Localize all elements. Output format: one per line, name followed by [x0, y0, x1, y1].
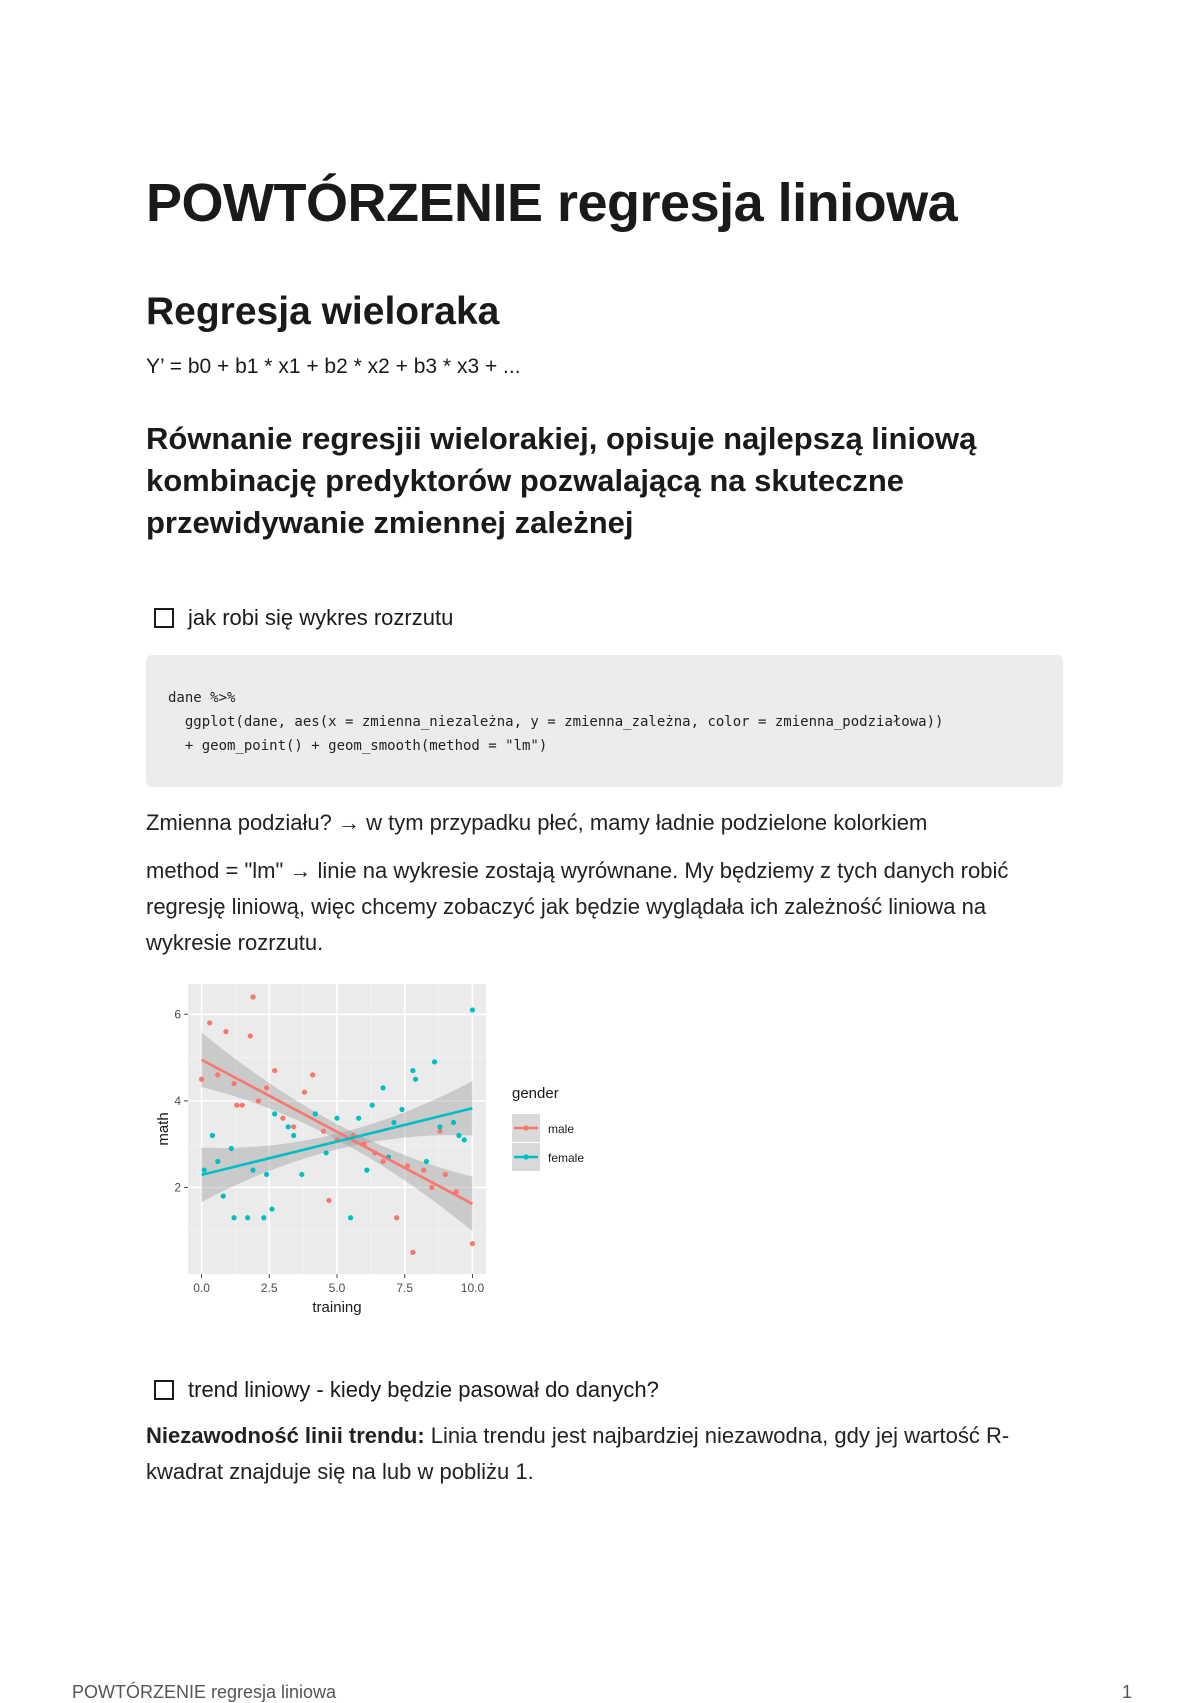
- legend-key-point-female: [523, 1154, 528, 1159]
- data-point-female: [202, 1168, 207, 1173]
- data-point-male: [248, 1033, 253, 1038]
- data-point-female: [432, 1059, 437, 1064]
- data-point-male: [470, 1241, 475, 1246]
- footer-title: POWTÓRZENIE regresja liniowa: [72, 1682, 337, 1702]
- todo-item-scatter: [154, 605, 453, 631]
- data-point-male: [429, 1185, 434, 1190]
- data-point-male: [223, 1029, 228, 1034]
- paragraph-split-variable: Zmienna podziału? → w tym przypadku płeć, mamy ładnie podzielone kolorkiem: [146, 810, 928, 835]
- data-point-female: [356, 1116, 361, 1121]
- data-point-male: [380, 1159, 385, 1164]
- data-point-male: [394, 1215, 399, 1220]
- page-title: POWTÓRZENIE regresja liniowa: [146, 173, 958, 233]
- code-block: dane %>% ggplot(dane, aes(x = zmienna_niezależna, y = zmienna_zależna, color = zmienna_podziałowa)) + geom_point() + geom_smooth(method = "lm"): [146, 655, 1063, 787]
- data-point-female: [286, 1124, 291, 1129]
- data-point-male: [234, 1103, 239, 1108]
- data-point-female: [370, 1103, 375, 1108]
- data-point-male: [291, 1124, 296, 1129]
- regression-formula: Y’ = b0 + b1 * x1 + b2 * x2 + b3 * x3 + ...: [146, 355, 521, 378]
- data-point-male: [199, 1077, 204, 1082]
- data-point-female: [221, 1193, 226, 1198]
- data-point-male: [280, 1116, 285, 1121]
- data-point-female: [261, 1215, 266, 1220]
- data-point-female: [291, 1133, 296, 1138]
- data-point-male: [421, 1168, 426, 1173]
- data-point-female: [410, 1068, 415, 1073]
- paragraph-method-lm: method = "lm" → linie na wykresie zostają wyrównane. My będziemy z tych danych robić regresję liniową, więc chcemy zobaczyć jak będzie wyglądała ich zależność liniowa na wykresie rozrzutu.: [146, 858, 1009, 955]
- data-point-female: [313, 1111, 318, 1116]
- trend-reliability-text: Linia trendu jest najbardziej niezawodna, gdy jej wartość R-kwadrat znajduje się na lub w pobliżu 1.: [146, 1423, 1010, 1484]
- todo-label-trend: trend liniowy - kiedy będzie pasował do danych?: [188, 1377, 659, 1402]
- data-point-female: [348, 1215, 353, 1220]
- footer-page-number: 1: [1122, 1682, 1133, 1702]
- data-point-female: [210, 1133, 215, 1138]
- x-tick-label: 0.0: [193, 1281, 210, 1295]
- data-point-male: [231, 1081, 236, 1086]
- data-point-female: [324, 1150, 329, 1155]
- y-axis-title: math: [155, 1112, 172, 1146]
- data-point-female: [299, 1172, 304, 1177]
- subheading: Równanie regresjii wielorakiej, opisuje najlepszą liniową kombinację predyktorów pozwalającą na skuteczne przewidywanie zmiennej zależnej: [146, 421, 977, 540]
- data-point-male: [321, 1129, 326, 1134]
- paragraph-trend-reliability: [146, 1418, 1066, 1490]
- todo-item-trend: [154, 1377, 659, 1403]
- data-point-male: [240, 1103, 245, 1108]
- todo-label-scatter: jak robi się wykres rozrzutu: [188, 605, 454, 630]
- data-point-female: [413, 1077, 418, 1082]
- y-tick-label: 4: [174, 1093, 181, 1108]
- trend-reliability-label: Niezawodność linii trendu:: [146, 1423, 425, 1448]
- legend-title: gender: [512, 1085, 559, 1102]
- data-point-female: [424, 1159, 429, 1164]
- y-tick-label: 6: [174, 1007, 181, 1022]
- data-point-female: [391, 1120, 396, 1125]
- data-point-female: [229, 1146, 234, 1151]
- todo-checkbox-trend[interactable]: [154, 1380, 174, 1400]
- data-point-female: [451, 1120, 456, 1125]
- data-point-female: [456, 1133, 461, 1138]
- x-axis-title: training: [312, 1299, 362, 1316]
- data-point-female: [380, 1085, 385, 1090]
- x-tick-label: 7.5: [396, 1281, 414, 1295]
- data-point-male: [272, 1068, 277, 1073]
- legend-label-male: male: [548, 1122, 575, 1136]
- data-point-male: [264, 1085, 269, 1090]
- data-point-male: [302, 1090, 307, 1095]
- x-tick-label: 5.0: [328, 1281, 346, 1295]
- data-point-female: [264, 1172, 269, 1177]
- data-point-male: [310, 1072, 315, 1077]
- data-point-female: [462, 1137, 467, 1142]
- data-point-male: [326, 1198, 331, 1203]
- x-tick-label: 10.0: [460, 1281, 485, 1295]
- legend-key-point-male: [523, 1125, 528, 1130]
- data-point-male: [443, 1172, 448, 1177]
- data-point-female: [231, 1215, 236, 1220]
- data-point-female: [399, 1107, 404, 1112]
- data-point-male: [207, 1020, 212, 1025]
- data-point-male: [250, 994, 255, 999]
- data-point-female: [245, 1215, 250, 1220]
- x-tick-label: 2.5: [260, 1281, 278, 1295]
- todo-checkbox-scatter[interactable]: [154, 608, 174, 628]
- data-point-female: [272, 1111, 277, 1116]
- legend-label-female: female: [548, 1151, 585, 1165]
- y-tick-label: 2: [174, 1180, 181, 1195]
- data-point-male: [410, 1250, 415, 1255]
- section-heading: Regresja wieloraka: [146, 290, 500, 333]
- data-point-male: [256, 1098, 261, 1103]
- data-point-female: [437, 1124, 442, 1129]
- data-point-female: [334, 1116, 339, 1121]
- data-point-female: [250, 1168, 255, 1173]
- data-point-female: [470, 1007, 475, 1012]
- scatter-chart: [155, 978, 678, 1340]
- data-point-female: [269, 1206, 274, 1211]
- data-point-female: [215, 1159, 220, 1164]
- data-point-female: [364, 1168, 369, 1173]
- data-point-male: [215, 1072, 220, 1077]
